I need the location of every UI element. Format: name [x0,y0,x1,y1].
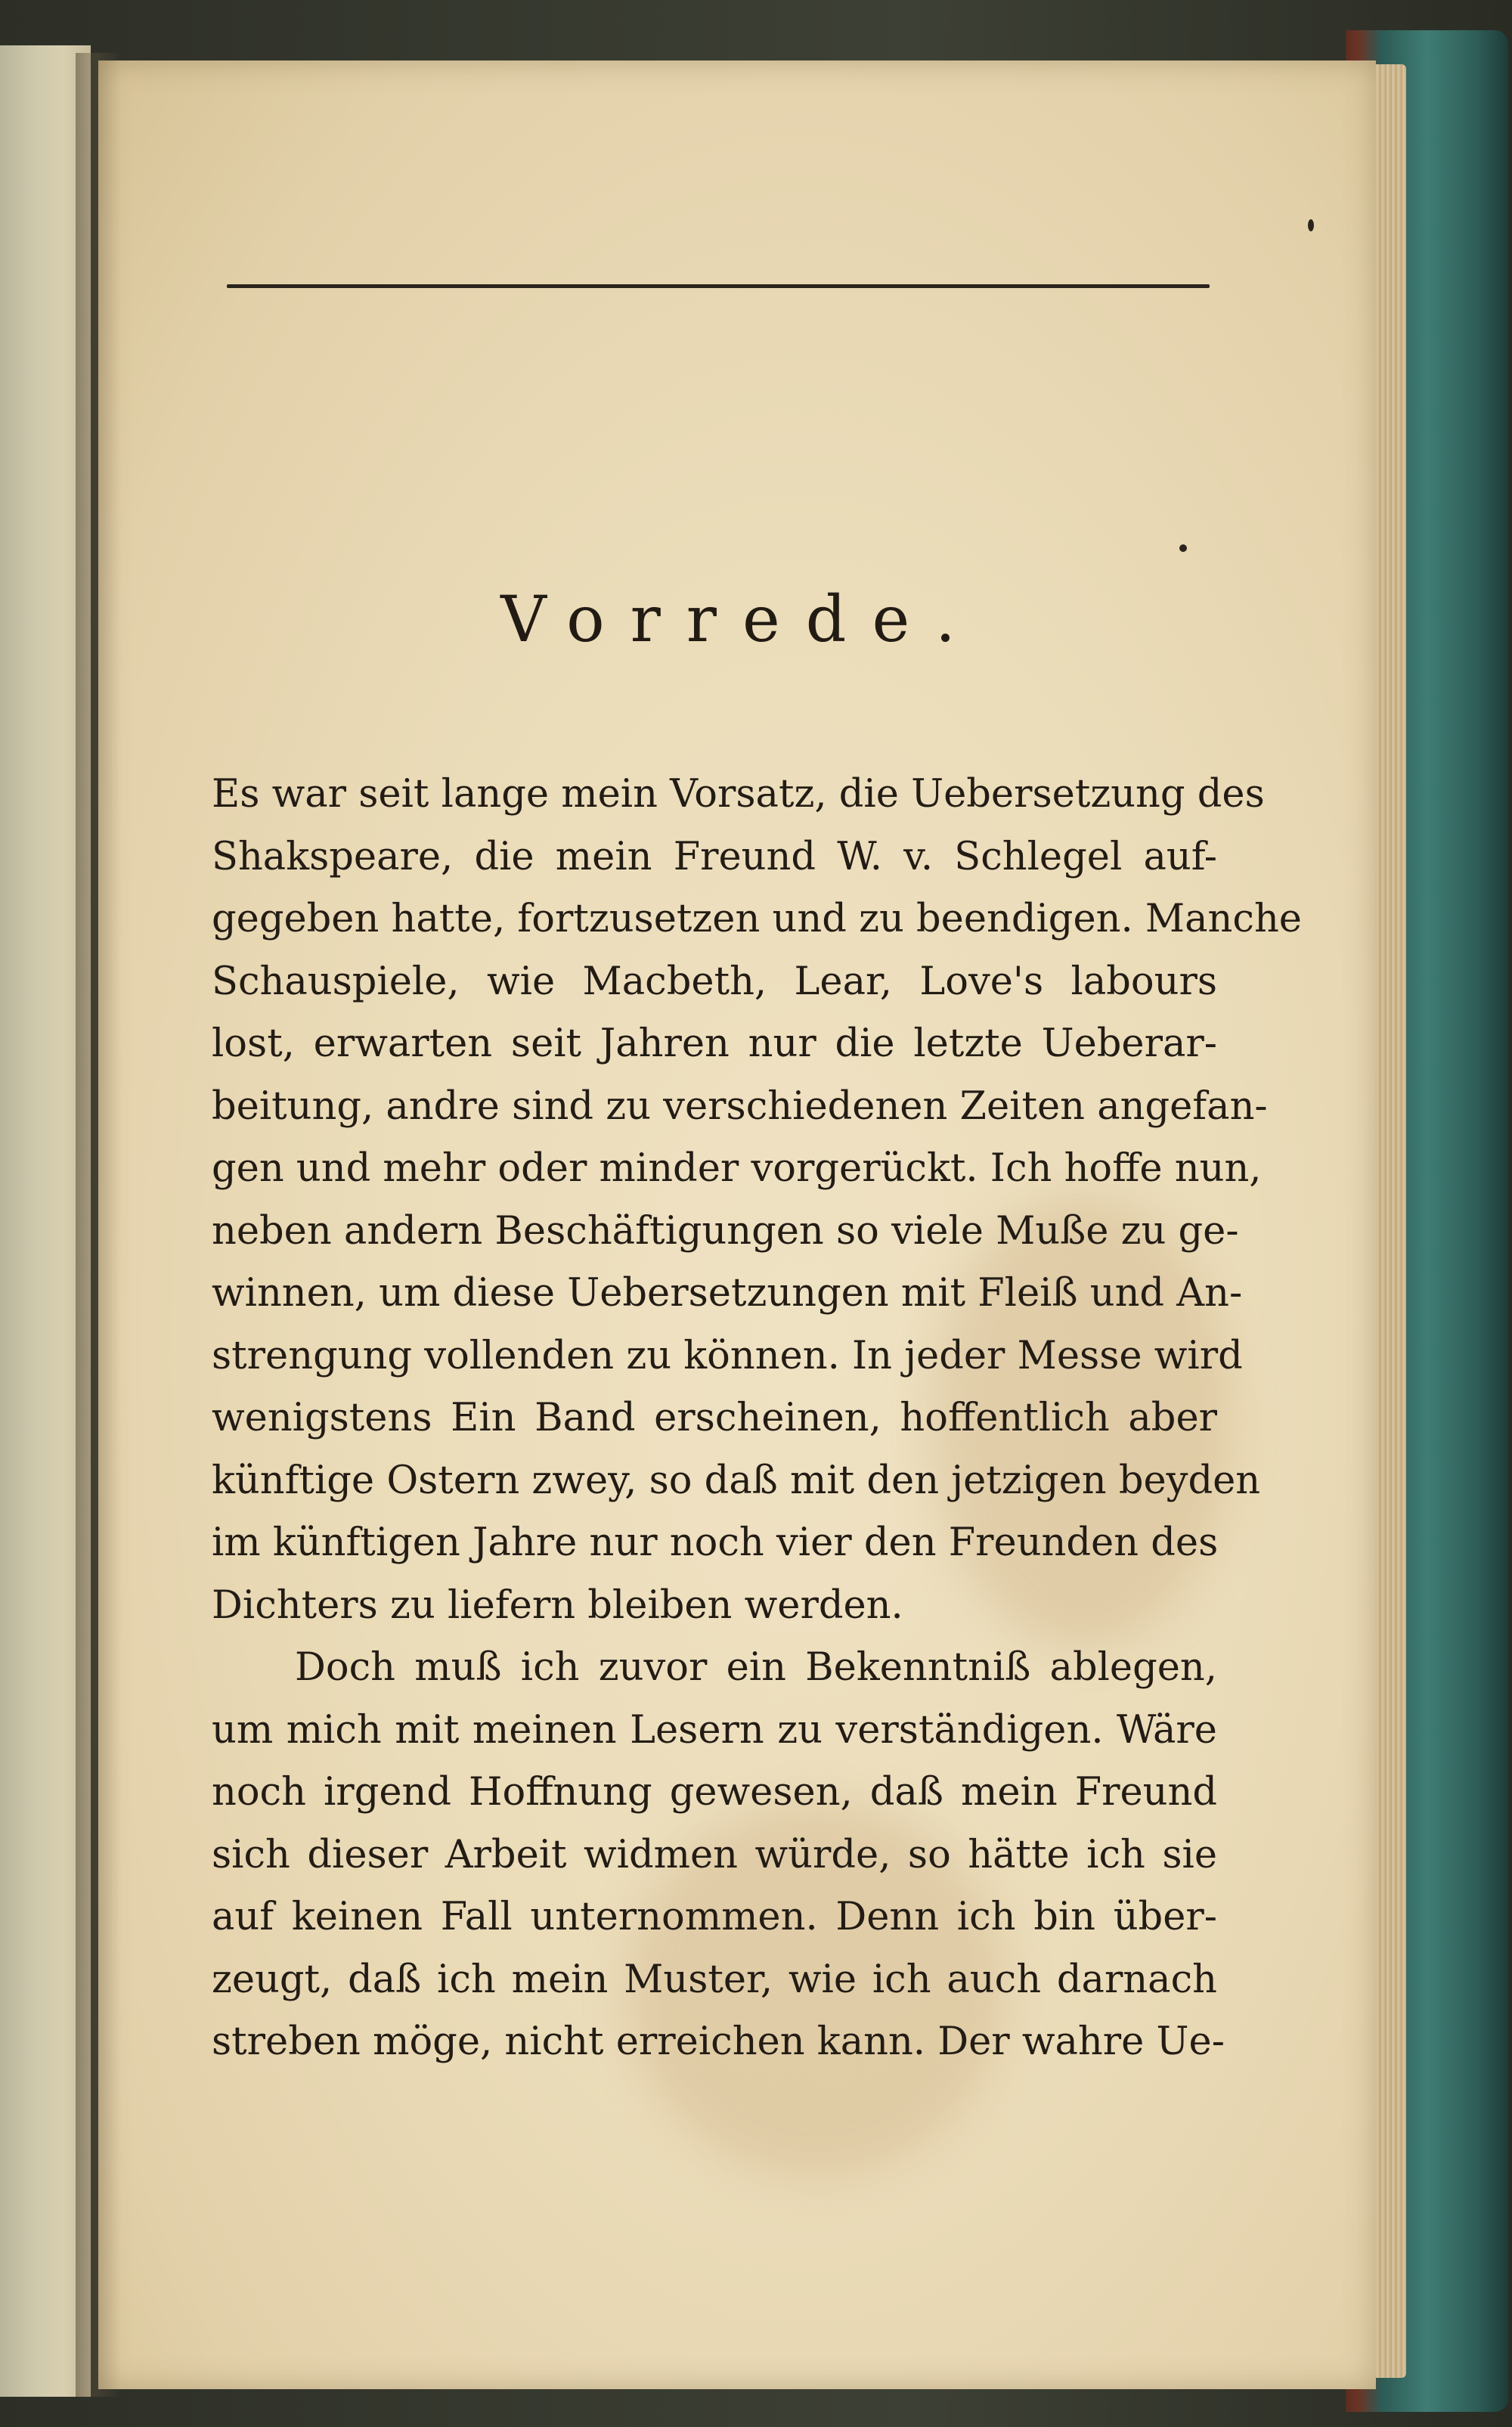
page-gutter [76,53,121,2397]
text-line: winnen, um diese Uebersetzungen mit Fleiß und An- [212,1271,1243,1316]
text-line: auf keinen Fall unternommen. Denn ich bin über- [212,1895,1217,1939]
text-line: im künftigen Jahre nur noch vier den Freunden des [212,1520,1219,1565]
paragraph-1 [212,764,1302,1637]
body-text [212,764,1302,2074]
ink-mark [1179,544,1187,552]
ink-mark [1308,219,1314,231]
text-line: wenigstens Ein Band erscheinen, hoffentlich aber [212,1396,1217,1440]
text-line: Es war seit lange mein Vorsatz, die Uebersetzung des [212,772,1265,817]
text-line: beitung, andre sind zu verschiedenen Zeiten angefan- [212,1083,1268,1129]
text-line: lost, erwarten seit Jahren nur die letzte Ueberar- [212,1021,1217,1066]
text-line: sich dieser Arbeit widmen würde, so hätte ich sie [212,1832,1217,1877]
header-rule [227,284,1210,288]
text-line: Schauspiele, wie Macbeth, Lear, Love's labours [212,959,1217,1004]
page-heading: Vorrede. [500,582,981,656]
text-line: künftige Ostern zwey, so daß mit den jetzigen beyden [212,1458,1261,1503]
text-line: neben andern Beschäftigungen so viele Muße zu ge- [212,1208,1239,1254]
text-line: gegeben hatte, fortzusetzen und zu beendigen. Manche [212,897,1302,941]
text-line: um mich mit meinen Lesern zu verständigen. Wäre [212,1707,1217,1753]
text-line: Dichters zu liefern bleiben werden. [212,1582,903,1628]
text-line: Doch muß ich zuvor ein Bekenntniß ablegen, [295,1645,1217,1690]
text-line: streben möge, nicht erreichen kann. Der wahre Ue- [212,2019,1225,2064]
text-line: zeugt, daß ich mein Muster, wie ich auch darnach [212,1957,1217,2002]
paragraph-2 [212,1637,1225,2074]
text-line: Shakspeare, die mein Freund W. v. Schlegel auf- [212,834,1217,879]
text-line: strengung vollenden zu können. In jeder Messe wird [212,1333,1243,1378]
text-line: noch irgend Hoffnung gewesen, daß mein Freund [212,1770,1217,1815]
text-line: gen und mehr oder minder vorgerückt. Ich hoffe nun, [212,1146,1262,1191]
